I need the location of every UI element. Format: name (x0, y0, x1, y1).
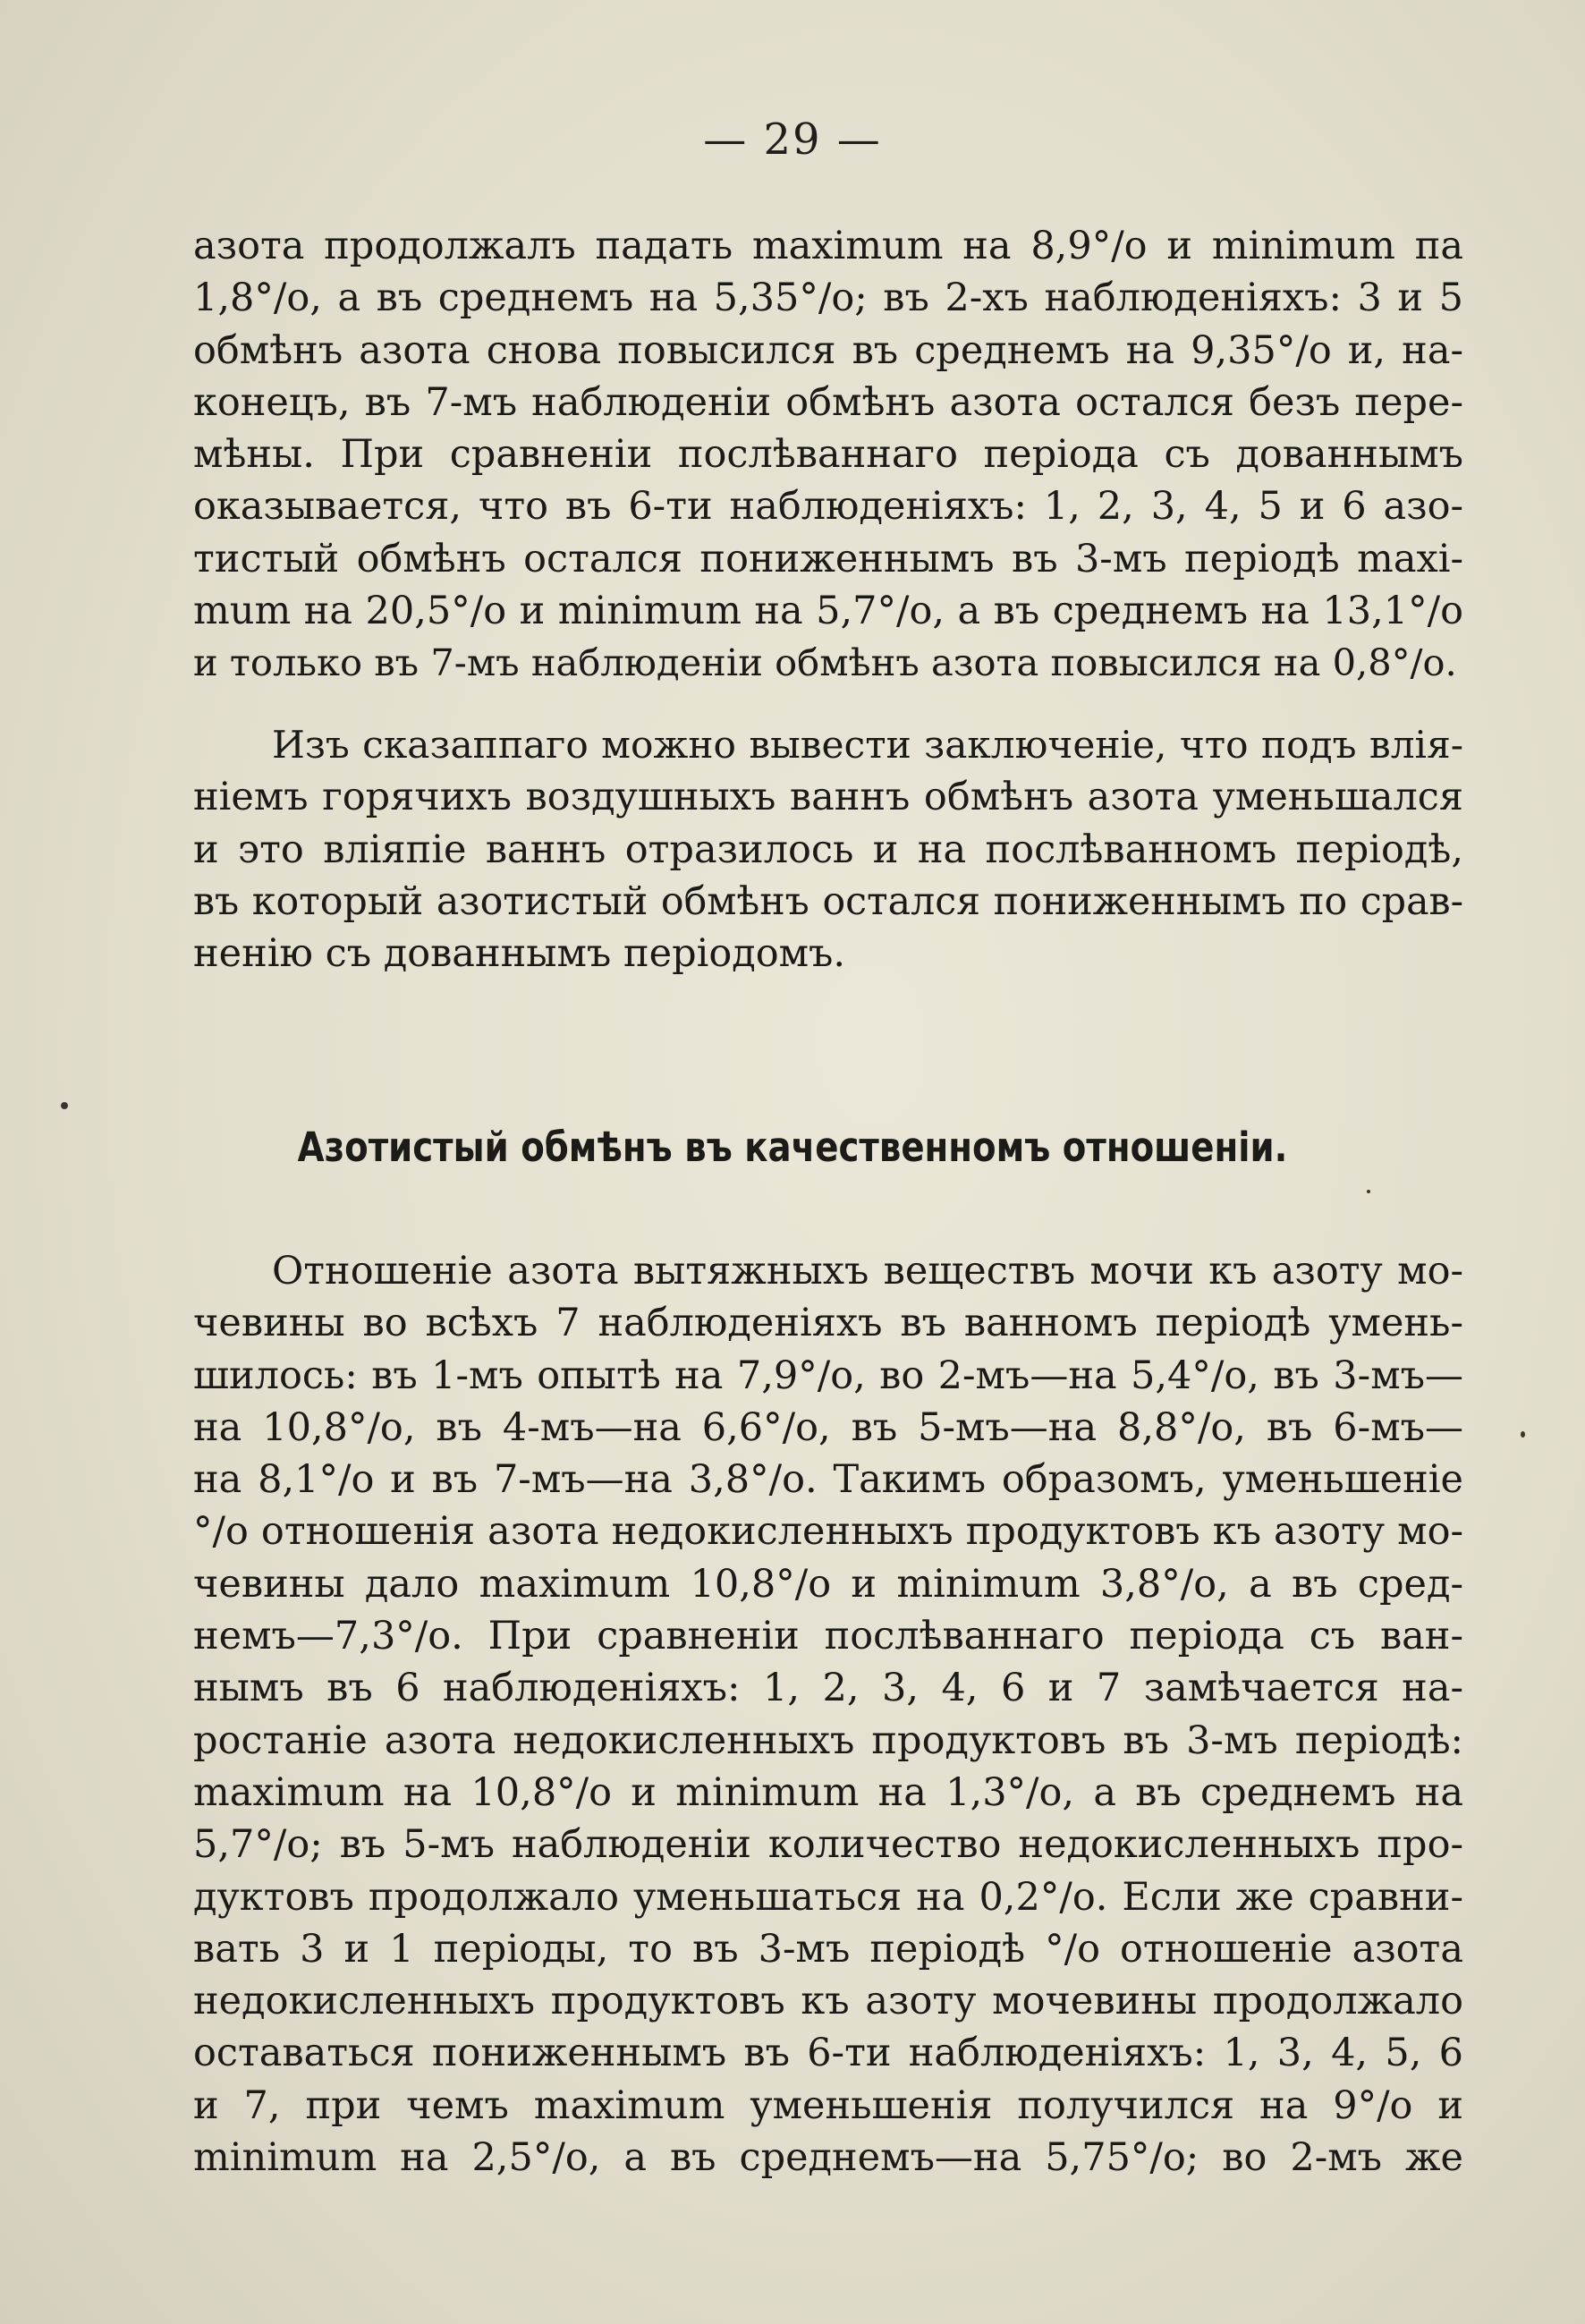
text-line: 5,7°/о; въ 5-мъ наблюденіи количество недокисленныхъ про- (193, 1822, 1463, 1868)
text-line: и 7, при чемъ maximum уменьшенія получился на 9°/о и (193, 2082, 1463, 2128)
text-line: шилось: въ 1-мъ опытѣ на 7,9°/о, во 2-мъ—на 5,4°/о, въ 3-мъ— (193, 1353, 1463, 1398)
text-line: на 10,8°/о, въ 4-мъ—на 6,6°/о, въ 5-мъ—на 8,8°/о, въ 6-мъ— (193, 1404, 1463, 1450)
text-line: maximum на 10,8°/о и minimum на 1,3°/о, а въ среднемъ на (193, 1769, 1463, 1815)
text-line: недокисленныхъ продуктовъ къ азоту мочевины продолжало (193, 1979, 1463, 2024)
text-line: чевины дало maximum 10,8°/о и minimum 3,8°/о, а въ сред- (193, 1561, 1463, 1607)
text-line: mum на 20,5°/о и minimum на 5,7°/о, а въ среднемъ на 13,1°/о (193, 589, 1463, 634)
page-number: — 29 — (703, 115, 882, 165)
section-heading: Азотистый обмѣнъ въ качественномъ отношеніи. (297, 1124, 1288, 1171)
text-line: чевины во всѣхъ 7 наблюденіяхъ въ ванномъ періодѣ умень- (193, 1301, 1463, 1346)
ink-speck (1367, 1190, 1370, 1193)
text-line: въ который азотистый обмѣнъ остался пониженнымъ по срав- (193, 878, 1463, 924)
text-line: Отношеніе азота вытяжныхъ веществъ мочи къ азоту мо- (272, 1249, 1463, 1293)
text-line: тистый обмѣнъ остался пониженнымъ въ 3-мъ періодѣ maxi- (193, 536, 1463, 581)
text-line: вать 3 и 1 періоды, то въ 3-мъ періодѣ °/о отношеніе азота (193, 1926, 1463, 1972)
paragraph-qualitative-exchange (193, 1245, 1463, 2184)
text-line: на 8,1°/о и въ 7-мъ—на 3,8°/о. Такимъ образомъ, уменьшеніе (193, 1457, 1463, 1503)
text-line: мѣны. При сравненіи послѣваннаго періода съ дованнымъ (193, 432, 1463, 478)
text-line: °/о отношенія азота недокисленныхъ продуктовъ къ азоту мо- (193, 1509, 1463, 1555)
text-line: оставаться пониженнымъ въ 6-ти наблюденіяхъ: 1, 3, 4, 5, 6 (193, 2031, 1463, 2076)
paragraph-continuation (193, 220, 1463, 690)
text-line: немъ—7,3°/о. При сравненіи послѣваннаго періода съ ван- (193, 1614, 1463, 1659)
text-line: оказывается, что въ 6-ти наблюденіяхъ: 1, 2, 3, 4, 5 и 6 азо- (193, 484, 1463, 530)
text-line: нымъ въ 6 наблюденіяхъ: 1, 2, 3, 4, 6 и 7 замѣчается на- (193, 1666, 1463, 1711)
text-line: minimum на 2,5°/о, а въ среднемъ—на 5,75°/о; во 2-мъ же (193, 2135, 1463, 2181)
text-line: 1,8°/о, а въ среднемъ на 5,35°/о; въ 2-хъ наблюденіяхъ: 3 и 5 (193, 276, 1463, 321)
text-line: обмѣнъ азота снова повысился въ среднемъ на 9,35°/о и, на- (193, 327, 1463, 373)
text-line: дуктовъ продолжало уменьшаться на 0,2°/о. Если же сравни- (193, 1874, 1463, 1920)
text-line: ростаніе азота недокисленныхъ продуктовъ въ 3-мъ періодѣ: (193, 1718, 1463, 1763)
text-line: и только въ 7-мъ наблюденіи обмѣнъ азота повысился на 0,8°/о. (193, 640, 1457, 685)
ink-speck (1521, 1431, 1525, 1438)
text-line: ненію съ дованнымъ періодомъ. (193, 931, 846, 977)
text-line: Изъ сказаппаго можно вывести заключеніе, что подъ влія- (272, 723, 1463, 767)
text-line: ніемъ горячихъ воздушныхъ ваннъ обмѣнъ азота уменьшался (193, 775, 1463, 820)
text-line: конецъ, въ 7-мъ наблюденіи обмѣнъ азота остался безъ пере- (193, 379, 1463, 425)
text-line: азота продолжалъ падать maximum на 8,9°/о и minimum па (193, 224, 1463, 268)
text-line: и это вліяпіе ваннъ отразилось и на послѣванномъ періодѣ, (193, 827, 1463, 872)
paragraph-conclusion (193, 719, 1463, 980)
ink-speck (61, 1102, 68, 1109)
